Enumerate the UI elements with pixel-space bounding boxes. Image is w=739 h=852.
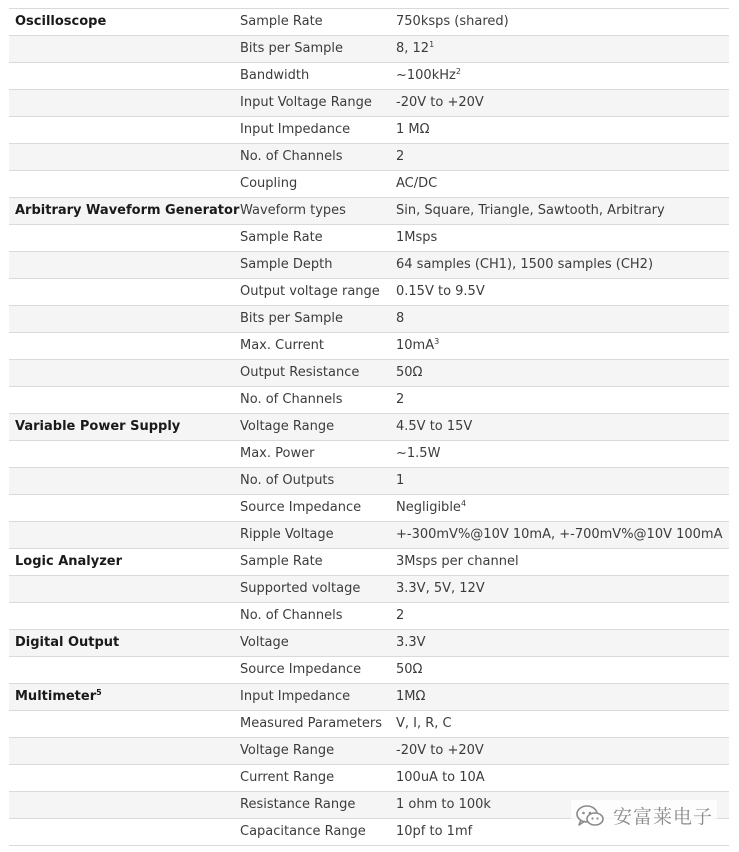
table-row [9,387,729,414]
parameter-label: Max. Power [240,446,315,461]
footnote-marker: 5 [96,688,102,697]
category-label: Oscilloscope [15,14,107,29]
parameter-value: $10mA^3$ [396,337,440,353]
parameter-label: No. of Channels [240,608,343,623]
table-row [9,765,729,792]
parameter-label: Bits per Sample [240,41,344,56]
parameter-value: 0.15V to 9.5V [396,284,485,299]
parameter-value: 1 [396,473,405,488]
category-label: Variable Power Supply [15,419,181,434]
parameter-label: Sample Rate [240,554,323,569]
parameter-value: AC/DC [396,176,438,191]
parameter-value: 50Ω [396,365,423,380]
parameter-label: Waveform types [240,203,346,218]
table-row [9,738,729,765]
parameter-label: Capacitance Range [240,824,366,839]
parameter-label: Voltage [240,635,289,650]
table-row [9,468,729,495]
table-row [9,117,729,144]
spec-table [9,8,729,846]
table-row [9,333,729,360]
table-row [9,414,729,441]
wechat-icon [575,803,605,829]
parameter-label: Voltage Range [240,743,335,758]
table-row [9,306,729,333]
parameter-label: No. of Channels [240,149,343,164]
parameter-value: 3.3V, 5V, 12V [396,581,485,596]
parameter-label: Output voltage range [240,284,380,299]
parameter-value: 4.5V to 15V [396,419,473,434]
parameter-value: 3.3V [396,635,426,650]
watermark [571,800,717,831]
table-row [9,144,729,171]
table-row [9,576,729,603]
table-row [9,360,729,387]
parameter-label: Supported voltage [240,581,361,596]
parameter-label: Bandwidth [240,68,310,83]
watermark-text: 安富莱电子 [612,806,713,828]
parameter-value: 1 MΩ [396,122,430,137]
table-row [9,630,729,657]
parameter-label: No. of Outputs [240,473,335,488]
parameter-label: Measured Parameters [240,716,383,731]
parameter-label: Bits per Sample [240,311,344,326]
parameter-value: +-300mV%@10V 10mA, +-700mV%@10V 100mA [396,527,723,542]
parameter-label: Resistance Range [240,797,356,812]
table-row [9,198,729,225]
parameter-label: No. of Channels [240,392,343,407]
table-row [9,684,729,711]
parameter-value: 750ksps (shared) [396,14,509,29]
parameter-value: 3Msps per channel [396,554,519,569]
parameter-label: Current Range [240,770,335,785]
parameter-value: Sin, Square, Triangle, Sawtooth, Arbitrary [396,203,665,218]
parameter-label: Source Impedance [240,662,362,677]
parameter-value: 2 [396,149,405,164]
category-label: Arbitrary Waveform Generator [15,203,240,218]
table-row [9,522,729,549]
category-label: Multimeter$^5$ [15,688,102,704]
footnote-marker: 3 [434,337,440,346]
category-label: Digital Output [15,635,120,650]
category-label: Logic Analyzer [15,554,123,569]
parameter-value: 1MΩ [396,689,426,704]
parameter-label: Input Voltage Range [240,95,372,110]
table-row [9,252,729,279]
parameter-value: 1 ohm to 100k [396,797,491,812]
parameter-label: Input Impedance [240,122,351,137]
parameter-label: Source Impedance [240,500,362,515]
parameter-label: Sample Depth [240,257,333,272]
parameter-value: -20V to +20V [396,95,484,110]
parameter-label: Ripple Voltage [240,527,334,542]
parameter-value: 50Ω [396,662,423,677]
parameter-value: ~1.5W [396,446,441,461]
parameter-label: Coupling [240,176,298,191]
parameter-value: 64 samples (CH1), 1500 samples (CH2) [396,257,654,272]
table-row [9,279,729,306]
parameter-value: 8, $12^1$ [396,40,435,56]
parameter-value: Negligible$^4$ [396,499,467,515]
parameter-value: ~100kHz$^2$ [396,67,461,83]
parameter-value: 2 [396,608,405,623]
footnote-marker: 4 [460,499,467,508]
table-row [9,441,729,468]
parameter-value: V, I, R, C [396,716,452,731]
table-row [9,495,729,522]
footnote-marker: 2 [455,67,461,76]
table-row [9,63,729,90]
parameter-value: -20V to +20V [396,743,484,758]
table-row [9,225,729,252]
table-row [9,9,729,36]
parameter-label: Sample Rate [240,230,323,245]
parameter-value: 10pf to 1mf [396,824,473,839]
parameter-value: 100uA to 10A [396,770,485,785]
parameter-value: 8 [396,311,405,326]
parameter-value: 1Msps [396,230,438,245]
table-row [9,36,729,63]
table-row [9,657,729,684]
table-row [9,603,729,630]
table-row [9,711,729,738]
table-row [9,171,729,198]
table-row [9,90,729,117]
parameter-label: Input Impedance [240,689,351,704]
parameter-label: Output Resistance [240,365,360,380]
footnote-marker: 1 [429,40,435,49]
parameter-label: Voltage Range [240,419,335,434]
parameter-label: Sample Rate [240,14,323,29]
parameter-label: Max. Current [240,338,324,353]
parameter-value: 2 [396,392,405,407]
table-row [9,549,729,576]
